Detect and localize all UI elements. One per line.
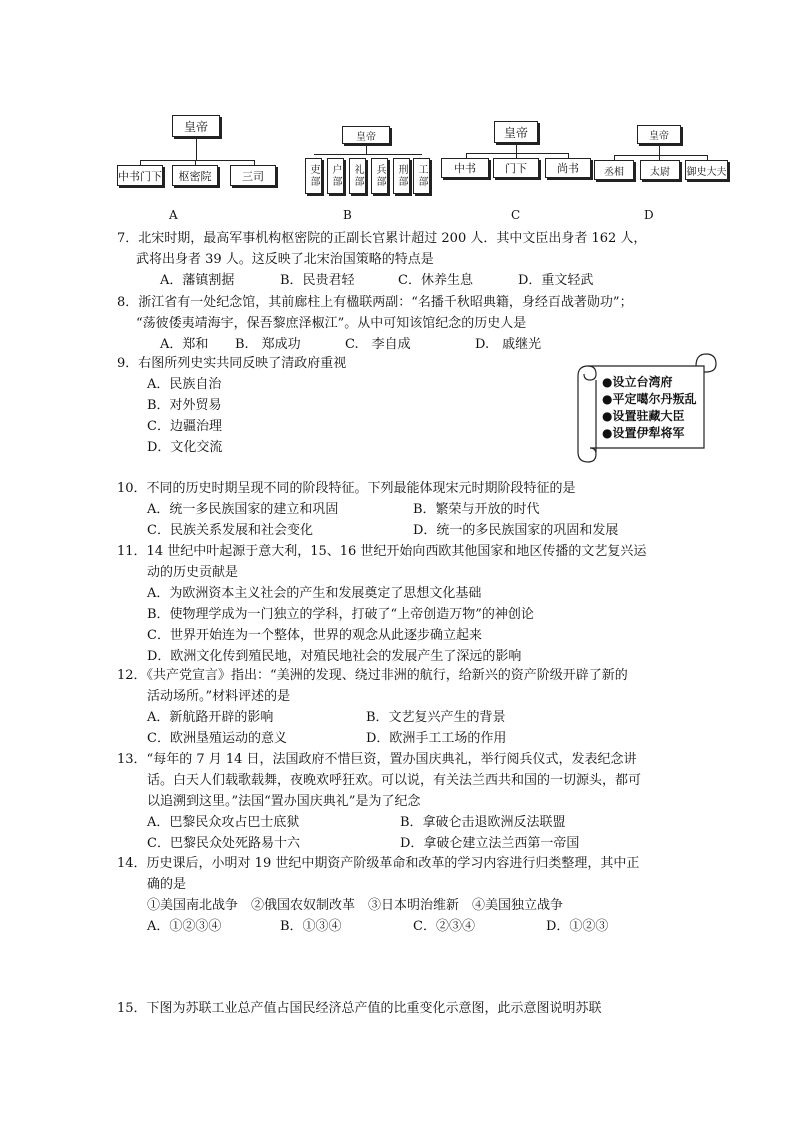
diagram-b-child: 刑部 — [393, 158, 410, 194]
connector — [516, 143, 517, 153]
diagram-d-root: 皇帝 — [637, 125, 681, 144]
diagram-d-child: 御史大夫 — [685, 160, 728, 180]
question-7-option-b: B．民贵君轻 — [280, 273, 355, 288]
question-14-items: ①美国南北战争 ②俄国农奴制改革 ③日本明治维新 ④美国独立战争 — [147, 898, 564, 913]
question-9-option-b: B．对外贸易 — [147, 398, 222, 413]
diagram-b-root: 皇帝 — [342, 126, 390, 144]
question-13-option-b: B．拿破仑击退欧洲反法联盟 — [400, 815, 566, 830]
question-12-option-d: D．欧洲手工工场的作用 — [366, 731, 507, 746]
diagram-b-child: 礼部 — [349, 158, 366, 194]
question-10-option-c: C．民族关系发展和社会变化 — [147, 523, 313, 538]
diagram-c-child: 门下 — [493, 158, 539, 178]
question-12-option-b: B．文艺复兴产生的背景 — [366, 710, 506, 725]
question-14-option-b: B．①③④ — [280, 919, 342, 934]
diagram-a-root: 皇帝 — [172, 115, 220, 137]
question-9-option-a: A．民族自治 — [147, 377, 222, 392]
question-14-option-a: A．①②③④ — [147, 919, 222, 934]
diagram-d-child: 丞相 — [594, 160, 634, 180]
connector — [614, 155, 708, 156]
diagram-a-label: A — [169, 208, 178, 222]
connector — [140, 160, 141, 165]
question-15-line-1: 15．下图为苏联工业总产值占国民经济总产值的比重变化示意图，此示意图说明苏联 — [117, 1001, 602, 1016]
question-11-option-c: C．世界开始连为一个整体，世界的观念从此逐步确立起来 — [147, 628, 482, 643]
question-12-line-2: 活动场所。”材料评述的是 — [147, 689, 291, 704]
diagram-b-child: 兵部 — [371, 158, 388, 194]
connector — [659, 144, 660, 155]
question-7-option-a: A．藩镇割据 — [160, 273, 235, 288]
diagram-b-child: 吏部 — [305, 158, 322, 194]
question-11-line-2: 动的历史贡献是 — [147, 565, 239, 580]
question-11-option-d: D．欧洲文化传到殖民地，对殖民地社会的发展产生了深远的影响 — [147, 649, 522, 664]
question-12-option-c: C．欧洲垦殖运动的意义 — [147, 731, 287, 746]
question-13-option-a: A．巴黎民众攻占巴士底狱 — [147, 815, 300, 830]
connector — [366, 144, 367, 154]
question-10-option-b: B．繁荣与开放的时代 — [413, 502, 540, 517]
diagram-c-root: 皇帝 — [494, 121, 538, 143]
scroll-item: ●设置伊犁将军 — [602, 426, 685, 440]
question-14-option-d: D．①②③ — [546, 919, 609, 934]
question-11-line-1: 11．14 世纪中叶起源于意大利，15、16 世纪开始向西欧其他国家和地区传播的文艺复兴运 — [117, 544, 647, 559]
question-13-line-2: 话。白天人们载歌载舞，夜晚欢呼狂欢。可以说，有关法兰西共和国的一切源头，都可 — [147, 773, 642, 788]
diagram-b-child: 工部 — [413, 158, 430, 194]
question-7-line-1: 7．北宋时期，最高军事机构枢密院的正副长官累计超过 200 人．其中文臣出身者 162 人， — [117, 231, 647, 246]
connector — [196, 137, 197, 160]
question-8-option-d: D. 戚继光 — [475, 337, 542, 352]
question-13-option-d: D．拿破仑建立法兰西第一帝国 — [400, 836, 580, 851]
scroll-figure — [572, 352, 722, 464]
question-10-option-d: D．统一的多民族国家的巩固和发展 — [413, 523, 619, 538]
diagram-d-label: D — [644, 208, 654, 222]
diagram-c-child: 中书 — [441, 158, 489, 178]
question-9-line-1: 9．右图所列史实共同反映了清政府重视 — [117, 356, 347, 371]
connector — [314, 154, 422, 155]
diagram-a-child: 三司 — [230, 165, 276, 186]
connector — [195, 160, 196, 165]
scroll-content — [602, 374, 696, 442]
connector — [140, 160, 255, 161]
question-11-option-b: B．使物理学成为一门独立的学科，打破了“上帝创造万物”的神创论 — [147, 607, 534, 622]
question-8-line-2: “荡彼倭夷靖海宇，保吾黎庶泽椒江”。从中可知该馆纪念的历史人是 — [136, 316, 527, 331]
question-8-option-b: B. 郑成功 — [235, 337, 301, 352]
question-7-option-d: D．重文轻武 — [518, 273, 594, 288]
question-8-option-c: C. 李自成 — [345, 337, 411, 352]
question-9-option-d: D．文化交流 — [147, 440, 223, 455]
diagram-c-child: 尚书 — [545, 158, 591, 178]
diagram-a-child: 中书门下 — [117, 165, 163, 186]
question-14-line-2: 确的是 — [147, 877, 187, 892]
question-12-option-a: A．新航路开辟的影响 — [147, 710, 274, 725]
question-10-option-a: A．统一多民族国家的建立和巩固 — [147, 502, 339, 517]
question-12-line-1: 12．《共产党宣言》指出：“美洲的发现、绕过非洲的航行，给新兴的资产阶级开辟了新的 — [117, 668, 628, 683]
question-14-option-c: C．②③④ — [413, 919, 475, 934]
connector — [466, 153, 569, 154]
scroll-item: ●设置驻藏大臣 — [602, 409, 685, 423]
question-10-line-1: 10．不同的历史时期呈现不同的阶段特征。下列最能体现宋元时期阶段特征的是 — [117, 481, 576, 496]
diagram-b-label: B — [343, 208, 352, 222]
diagram-c-label: C — [511, 208, 521, 222]
question-7-option-c: C．休养生息 — [398, 273, 473, 288]
scroll-item: ●设立台湾府 — [602, 375, 673, 389]
question-8-line-1: 8．浙江省有一处纪念馆，其前廊柱上有楹联两副：“名播千秋昭典籍，身经百战著勋功”； — [117, 295, 633, 310]
diagram-d-child: 太尉 — [640, 160, 680, 180]
question-14-line-1: 14．历史课后，小明对 19 世纪中期资产阶级革命和改革的学习内容进行归类整理，其中正 — [117, 856, 640, 871]
connector — [254, 160, 255, 165]
question-13-line-3: 以追溯到这里。”法国“置办国庆典礼”是为了纪念 — [147, 794, 421, 809]
question-13-option-c: C．巴黎民众处死路易十六 — [147, 836, 300, 851]
scroll-item: ●平定噶尔丹叛乱 — [602, 392, 697, 406]
question-9-option-c: C．边疆治理 — [147, 419, 222, 434]
question-7-line-2: 武将出身者 39 人。这反映了北宋治国策略的特点是 — [136, 252, 434, 267]
question-11-option-a: A．为欧洲资本主义社会的产生和发展奠定了思想文化基础 — [147, 586, 482, 601]
diagram-a-child: 枢密院 — [172, 165, 218, 186]
question-13-line-1: 13．“每年的 7 月 14 日，法国政府不惜巨资，置办国庆典礼，举行阅兵仪式，发表纪念讲 — [117, 752, 637, 767]
question-8-option-a: A．郑和 — [160, 337, 209, 352]
diagram-b-child: 户部 — [327, 158, 344, 194]
